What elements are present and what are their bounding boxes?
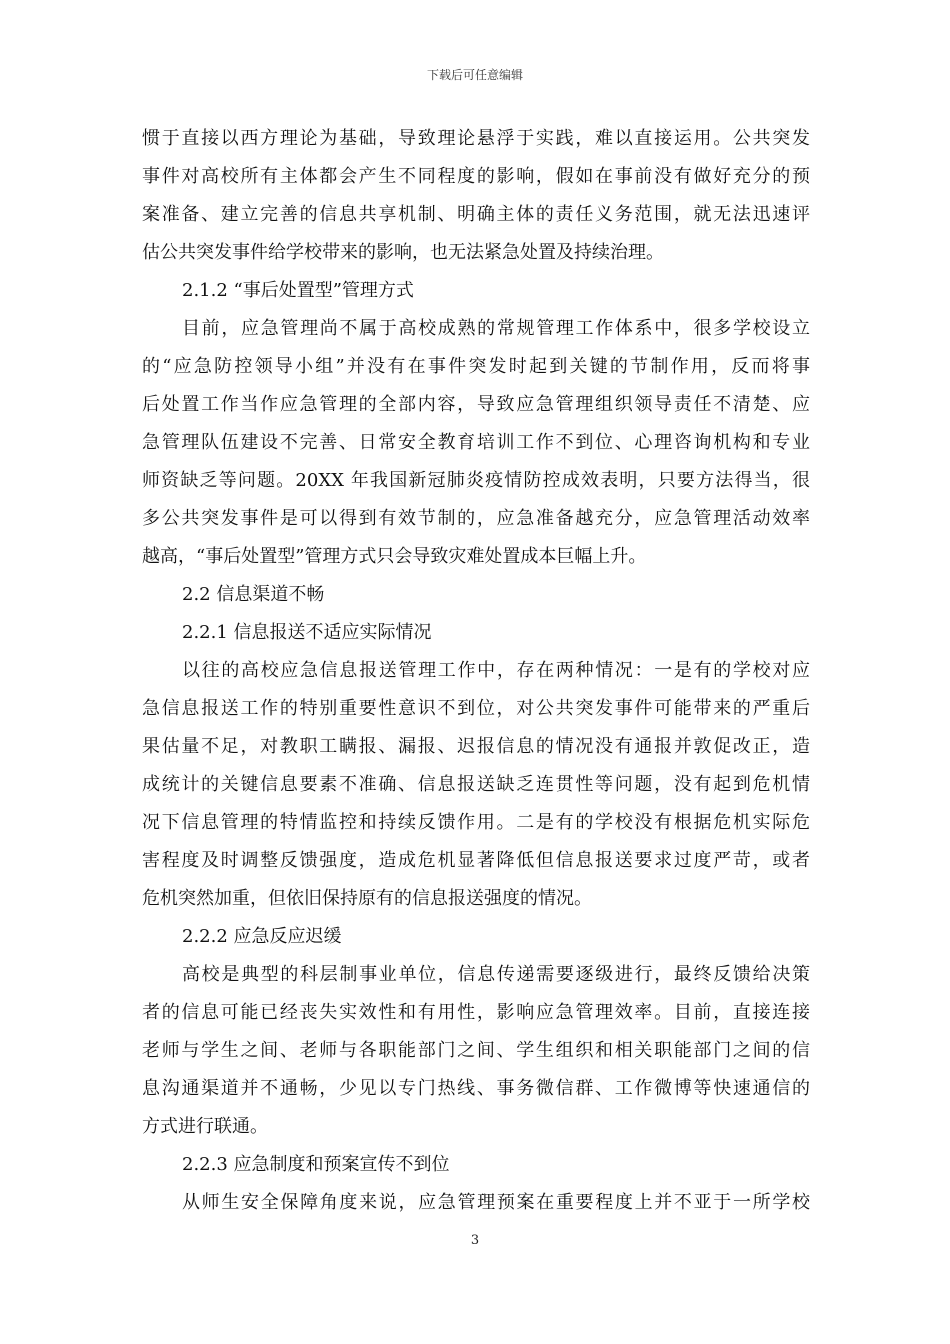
paragraph-line: 害程度及时调整反馈强度，造成危机显著降低但信息报送要求过度严苛，或者 — [142, 850, 810, 871]
paragraph-line: 事件对高校所有主体都会产生不同程度的影响，假如在事前没有做好充分的预 — [142, 166, 810, 187]
paragraph-line: 多公共突发事件是可以得到有效节制的，应急准备越充分，应急管理活动效率 — [142, 508, 810, 529]
paragraph-line: 师资缺乏等问题。20XX 年我国新冠肺炎疫情防控成效表明，只要方法得当，很 — [142, 470, 810, 491]
paragraph-line: 成统计的关键信息要素不准确、信息报送缺乏连贯性等问题，没有起到危机情 — [142, 774, 810, 795]
paragraph-line: 果估量不足，对教职工瞒报、漏报、迟报信息的情况没有通报并敦促改正，造 — [142, 736, 810, 757]
paragraph-line: 以往的高校应急信息报送管理工作中，存在两种情况：一是有的学校对应 — [182, 660, 810, 681]
paragraph-line: 急管理队伍建设不完善、日常安全教育培训工作不到位、心理咨询机构和专业 — [142, 432, 810, 453]
document-body — [142, 120, 810, 1222]
paragraph-line: 况下信息管理的特情监控和持续反馈作用。二是有的学校没有根据危机实际危 — [142, 812, 810, 833]
paragraph-line: 老师与学生之间、老师与各职能部门之间、学生组织和相关职能部门之间的信 — [142, 1040, 810, 1061]
section-heading: 2.2.3 应急制度和预案宣传不到位 — [182, 1154, 450, 1175]
section-heading: 2.2.2 应急反应迟缓 — [182, 926, 342, 947]
paragraph-line: 估公共突发事件给学校带来的影响，也无法紧急处置及持续治理。 — [142, 242, 664, 263]
paragraph-line: 目前，应急管理尚不属于高校成熟的常规管理工作体系中，很多学校设立 — [182, 318, 810, 339]
paragraph-line: 方式进行联通。 — [142, 1116, 268, 1137]
paragraph-line: 者的信息可能已经丧失实效性和有用性，影响应急管理效率。目前，直接连接 — [142, 1002, 810, 1023]
paragraph-line: 危机突然加重，但依旧保持原有的信息报送强度的情况。 — [142, 888, 592, 909]
paragraph-line: 高校是典型的科层制事业单位，信息传递需要逐级进行，最终反馈给决策 — [182, 964, 810, 985]
paragraph-line: 越高，“事后处置型”管理方式只会导致灾难处置成本巨幅上升。 — [142, 546, 647, 567]
paragraph-line: 后处置工作当作应急管理的全部内容，导致应急管理组织领导责任不清楚、应 — [142, 394, 810, 415]
paragraph-line: 惯于直接以西方理论为基础，导致理论悬浮于实践，难以直接运用。公共突发 — [142, 128, 810, 149]
section-heading: 2.2 信息渠道不畅 — [182, 584, 325, 605]
paragraph-line: 的“应急防控领导小组”并没有在事件突发时起到关键的节制作用，反而将事 — [142, 356, 810, 377]
page-number: 3 — [470, 1233, 480, 1248]
paragraph-line: 案准备、建立完善的信息共享机制、明确主体的责任义务范围，就无法迅速评 — [142, 204, 810, 225]
section-heading: 2.2.1 信息报送不适应实际情况 — [182, 622, 432, 643]
section-heading: 2.1.2 “事后处置型”管理方式 — [182, 280, 414, 301]
paragraph-line: 从师生安全保障角度来说，应急管理预案在重要程度上并不亚于一所学校 — [182, 1192, 810, 1213]
page-header: 下载后可任意编辑 — [426, 68, 523, 82]
paragraph-line: 息沟通渠道并不通畅，少见以专门热线、事务微信群、工作微博等快速通信的 — [142, 1078, 810, 1099]
paragraph-line: 急信息报送工作的特别重要性意识不到位，对公共突发事件可能带来的严重后 — [142, 698, 810, 719]
